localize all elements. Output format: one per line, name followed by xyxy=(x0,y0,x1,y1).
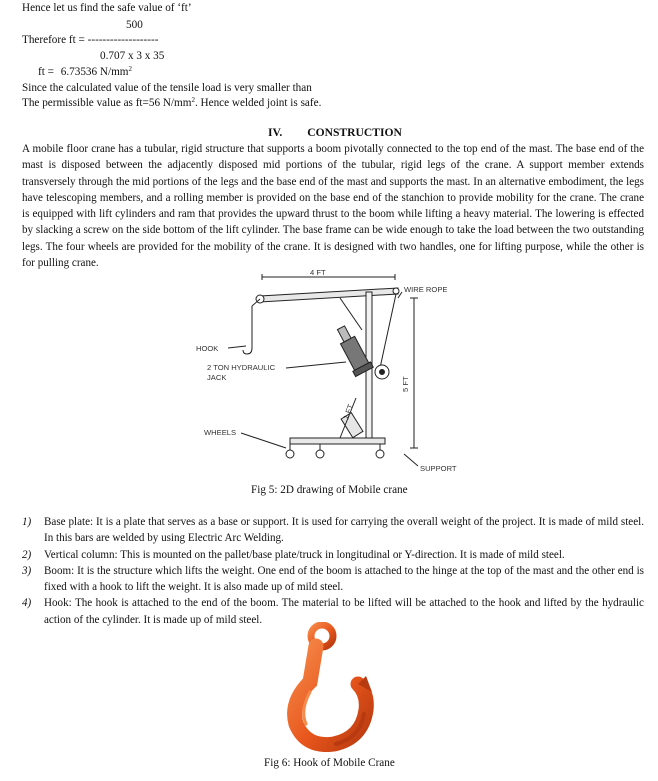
wire-rope-c xyxy=(380,294,396,368)
label-4ft: 4 FT xyxy=(310,268,326,277)
list-item-number: 4) xyxy=(22,597,32,610)
calc-denominator: 0.707 x 3 x 35 xyxy=(100,50,165,62)
list-item-text: Vertical column: This is mounted on the pallet/base plate/truck in longitudinal or Y-direction. It is made of mild steel. xyxy=(44,548,565,561)
list-item-number: 3) xyxy=(22,564,32,577)
label-jack-line2: JACK xyxy=(207,373,227,382)
wheel-2 xyxy=(316,450,324,458)
leader-support xyxy=(404,454,418,466)
calc-result-prefix: ft = xyxy=(38,66,54,78)
calc-result-sup: 2 xyxy=(128,65,132,73)
wheel-3 xyxy=(376,450,384,458)
label-jack-line1: 2 TON HYDRAULIC xyxy=(207,363,276,372)
list-item-text: Base plate: It is a plate that serves as a base or support. It is used for carrying the overall weight of the project. It is made of mild steel. In this bars are welded by using Electric Arc Welding. xyxy=(44,516,644,545)
label-5ft: 5 FT xyxy=(401,376,410,392)
hook-image xyxy=(276,622,386,752)
winch-hub xyxy=(380,370,385,375)
list-item xyxy=(22,514,644,547)
base-frame xyxy=(290,438,385,444)
calc-permissible-sup: 2 xyxy=(191,96,195,104)
label-support: SUPPORT xyxy=(420,464,457,473)
leader-wheels xyxy=(241,433,286,448)
crane-drawing xyxy=(190,268,470,478)
section-heading xyxy=(268,126,402,139)
leader-hook xyxy=(228,346,246,348)
figure6-caption: Fig 6: Hook of Mobile Crane xyxy=(264,757,395,769)
leader-jack xyxy=(286,362,346,368)
wheel-1 xyxy=(286,450,294,458)
calc-permissible-pre: The permissible value as ft=56 N/mm xyxy=(22,97,192,109)
calc-result xyxy=(38,66,132,78)
calc-since-line: Since the calculated value of the tensile load is very smaller than xyxy=(22,82,312,94)
calc-permissible-post: . Hence welded joint is safe. xyxy=(194,97,322,109)
list-item xyxy=(22,547,644,563)
calc-result-value: 6.73536 N/mm xyxy=(60,66,129,78)
label-wire-rope: WIRE ROPE xyxy=(404,285,448,294)
calc-permissible-line xyxy=(22,97,321,109)
label-wheels: WHEELS xyxy=(204,428,237,437)
list-item-text: Hook: The hook is attached to the end of the boom. The material to be lifted will be attached to the hook and lifted by the hydraulic action of the cylinder. It is made up of mild steel. xyxy=(44,597,644,626)
list-item xyxy=(22,563,644,596)
section-number: IV. xyxy=(268,126,283,139)
section-title: CONSTRUCTION xyxy=(307,126,402,139)
calc-fraction-bar: ------------------- xyxy=(87,34,159,46)
list-item-number: 1) xyxy=(22,516,32,528)
boom-brace xyxy=(340,298,362,330)
construction-paragraph: A mobile floor crane has a tubular, rigid structure that supports a boom pivotally connected to the top end of the mast. The base end of the mast is disposed between the adjacently disposed mid portions of the tubular, rigid legs of the crane. A support member extends transversely through the mid portions of the legs and the base end of the mast and supports the mast. In an alternative embodiment, the legs have telescoping members, and a rolling member is provided on the base end of the stanchion to provide mobility for the crane. The crane is equipped with lift cylinders and ram that provides the upward thrust to the boom while lifting a heavy material. The lowering is effected by slacking a screw on the side bottom of the lift cylinder. The base frame can be wide enough to take the load between the two outstanding legs. The four wheels are provided for the mobility of the crane. It is designed with two handles, one for lifting purpose, while the other is for pulling crane. xyxy=(22,143,644,270)
calc-numerator: 500 xyxy=(126,19,143,31)
boom xyxy=(260,288,398,302)
component-list xyxy=(22,514,644,628)
list-item-text: Boom: It is the structure which lifts the weight. One end of the boom is attached to the hinge at the top of the mast and the other end is fixed with a hook to lift the weight. It is also made up of mild steel. xyxy=(44,564,644,594)
label-1ft: 1 FT xyxy=(341,402,356,421)
figure5-caption: Fig 5: 2D drawing of Mobile crane xyxy=(251,484,408,496)
hook-small xyxy=(243,340,252,354)
calc-therefore xyxy=(22,34,158,46)
calc-therefore-label: Therefore ft = xyxy=(22,34,85,46)
label-hook: HOOK xyxy=(196,344,219,353)
calc-intro-line: Hence let us find the safe value of ‘ft’ xyxy=(22,2,192,14)
boom-pivot xyxy=(393,288,399,294)
list-item-number: 2) xyxy=(22,548,32,561)
